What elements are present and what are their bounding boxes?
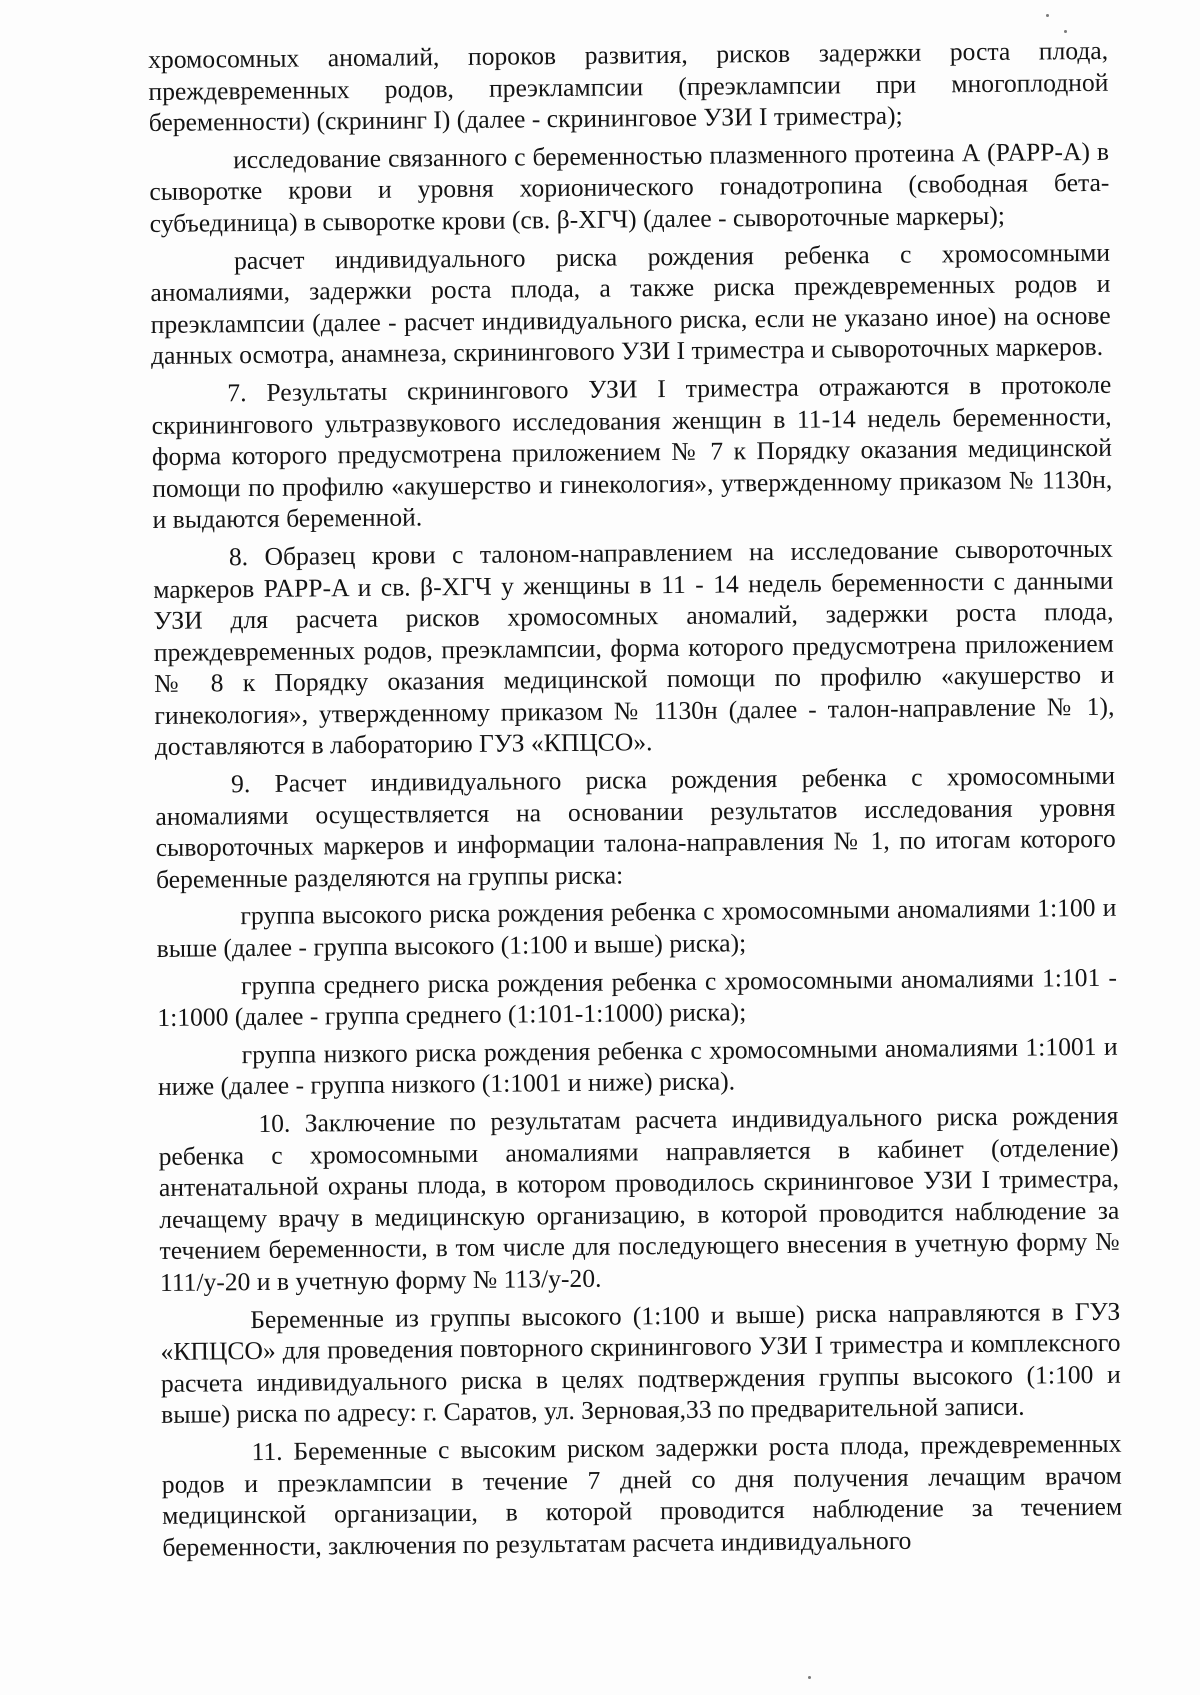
paragraph-medium-risk-group: группа среднего риска рождения ребенка с хромосомными аномалиями 1:101 - 1:1000 (далее - группа среднего (1:101-1:1000) риска); (157, 962, 1118, 1033)
paragraph-serum-markers: исследование связанного с беременностью плазменного протеина А (PAPP-A) в сыворотке крови и уровня хорионического гонадотропина (свободная бета-субъединица) в сыворотке крови (св. β-ХГЧ) (далее - сывороточные маркеры); (149, 136, 1110, 238)
scan-speck (1046, 14, 1049, 17)
paragraph-item-7: 7. Результаты скринингового УЗИ I триместра отражаются в протоколе скринингового ультразвукового исследования женщин в 11-14 недель беременности, форма которого предусмотрена приложением № 7 к Порядку оказания медицинской помощи по профилю «акушерство и гинекология», утвержденному приказом № 1130н, и выдаются беременной. (151, 369, 1113, 535)
paragraph-high-risk-referral: Беременные из группы высокого (1:100 и выше) риска направляются в ГУЗ «КПЦСО» для проведения повторного скринингового УЗИ I триместра и комплексного расчета индивидуального риска в целях подтверждения группы высокого (1:100 и выше) риска по адресу: г. Саратов, ул. Зерновая,33 по предварительной записи. (160, 1296, 1121, 1430)
paragraph-high-risk-group: группа высокого риска рождения ребенка с хромосомными аномалиями 1:100 и выше (далее - группа высокого (1:100 и выше) риска); (156, 893, 1117, 963)
paragraph-item-10: 10. Заключение по результатам расчета индивидуального риска рождения ребенка с хромосомными аномалиями направляется в кабинет (отделение) антенатальной охраны плода, в котором проводилось скрининговое УЗИ I триместра, лечащему врачу в медицинскую организацию, в которой проводится наблюдение за течением беременности, в том числе для последующего внесения в учетную форму № 111/у-20 и в учетную форму № 113/у-20. (158, 1100, 1120, 1297)
paragraph-item-9: 9. Расчет индивидуального риска рождения ребенка с хромосомными аномалиями осуществляется на основании результатов исследования уровня сывороточных маркеров и информации талона-направления № 1, по итогам которого беременные разделяются на группы риска: (155, 760, 1116, 894)
scan-speck (808, 1676, 811, 1679)
paragraph-item-11: 11. Беременные с высоким риском задержки роста плода, преждевременных родов и преэклампсии в течение 7 дней со дня получения лечащим врачом медицинской организации, в которой проводится наблюдение за течением беременности, заключения по результатам расчета индивидуального (161, 1428, 1123, 1562)
paragraph-low-risk-group: группа низкого риска рождения ребенка с хромосомными аномалиями 1:1001 и ниже (далее - группа низкого (1:1001 и ниже) риска). (157, 1031, 1118, 1102)
paragraph-screening-scope: хромосомных аномалий, пороков развития, рисков задержки роста плода, преждевременных родов, преэклампсии (преэклампсии при многоплодной беременности) (скрининг I) (далее - скрининговое УЗИ I триместра); (148, 35, 1109, 138)
paragraph-item-8: 8. Образец крови с талоном-направлением на исследование сывороточных маркеров PAPP-A и св. β-ХГЧ у женщины в 11 - 14 недель беременности с данными УЗИ для расчета рисков хромосомных аномалий, задержки роста плода, преждевременных родов, преэклампсии, форма которого предусмотрена приложением № 8 к Порядку оказания медицинской помощи по профилю «акушерство и гинекология», утвержденному приказом № 1130н (далее - талон-направление № 1), доставляются в лабораторию ГУЗ «КПЦСО». (153, 533, 1115, 762)
document-body (148, 35, 1123, 1569)
scan-speck (1064, 30, 1067, 33)
paragraph-risk-calculation: расчет индивидуального риска рождения ребенка с хромосомными аномалиями, задержки роста плода, а также риска преждевременных родов и преэклампсии (далее - расчет индивидуального риска, если не указано иное) на основе данных осмотра, анамнеза, скринингового УЗИ I триместра и сывороточных маркеров. (150, 237, 1111, 371)
